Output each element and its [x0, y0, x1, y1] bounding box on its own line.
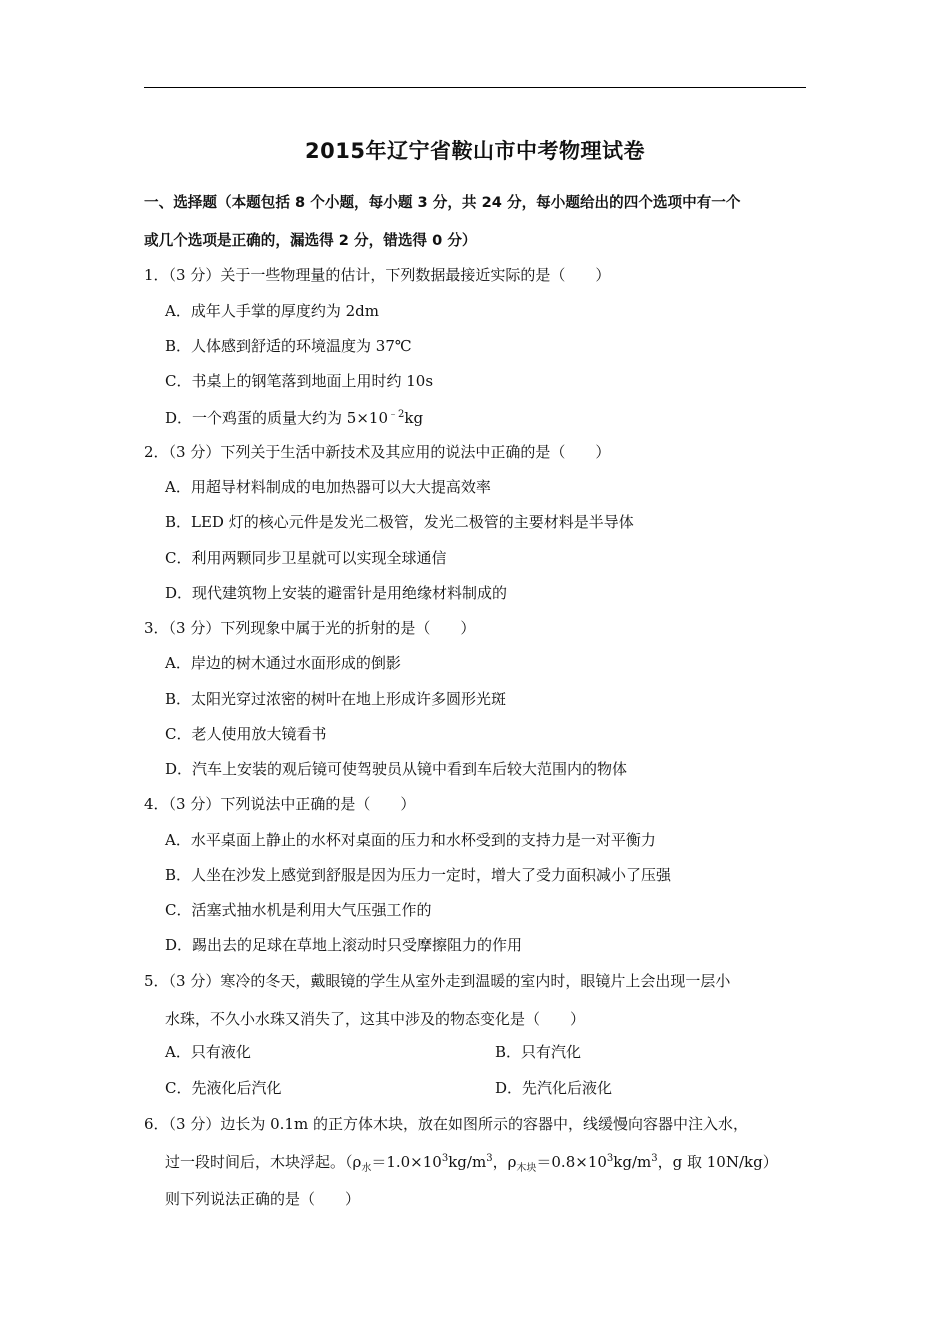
question-5-option-c: C．先液化后汽化 [165, 1079, 282, 1097]
text: ，g 取 10N/kg） [657, 1153, 778, 1171]
text: ，ρ [492, 1153, 517, 1171]
text: kg/m [448, 1153, 487, 1171]
question-3-option-a: A．岸边的树木通过水面形成的倒影 [165, 654, 401, 672]
question-3-stem: 3．（3 分）下列现象中属于光的折射的是（ ） [144, 619, 476, 637]
question-5-option-a: A．只有液化 [165, 1043, 251, 1061]
unit-text: kg [404, 409, 424, 427]
question-1-option-d [165, 405, 423, 428]
question-5-option-d: D．先汽化后液化 [495, 1079, 613, 1097]
text: 过一段时间后，木块浮起。（ρ [165, 1153, 362, 1171]
question-4-option-d: D．踢出去的足球在草地上滚动时只受摩擦阻力的作用 [165, 936, 523, 954]
subscript-wood: 木块 [516, 1163, 537, 1174]
question-4-option-b: B．人坐在沙发上感觉到舒服是因为压力一定时，增大了受力面积减小了压强 [165, 866, 672, 884]
question-3-option-c: C．老人使用放大镜看书 [165, 725, 327, 743]
question-2-option-b: B．LED 灯的核心元件是发光二极管，发光二极管的主要材料是半导体 [165, 513, 634, 531]
section-heading-line-1: 一、选择题（本题包括 8 个小题，每小题 3 分，共 24 分，每小题给出的四个选项中有一个 [144, 194, 741, 211]
text: ＝0.8×10 [536, 1153, 607, 1171]
superscript: 3 [441, 1153, 449, 1164]
question-1-option-d-text: D．一个鸡蛋的质量大约为 5×10 [165, 409, 388, 427]
text: kg/m [613, 1153, 652, 1171]
superscript: 3 [606, 1153, 614, 1164]
question-1-option-a: A．成年人手掌的厚度约为 2dm [165, 302, 379, 320]
question-6-stem-line-1: 6．（3 分）边长为 0.1m 的正方体木块，放在如图所示的容器中，线缓慢向容器中注入水， [144, 1115, 748, 1133]
subscript-water: 水 [361, 1163, 372, 1174]
superscript: 3 [486, 1153, 493, 1164]
superscript: 3 [651, 1153, 658, 1164]
question-5-stem-line-2: 水珠，不久小水珠又消失了，这其中涉及的物态变化是（ ） [165, 1010, 586, 1028]
question-2-option-a: A．用超导材料制成的电加热器可以大大提高效率 [165, 478, 491, 496]
question-6-stem-line-3: 则下列说法正确的是（ ） [165, 1190, 361, 1208]
question-2-option-c: C．利用两颗同步卫星就可以实现全球通信 [165, 549, 447, 567]
question-4-stem: 4．（3 分）下列说法中正确的是（ ） [144, 795, 416, 813]
page-title: 2015年辽宁省鞍山市中考物理试卷 [305, 139, 645, 163]
question-4-option-c: C．活塞式抽水机是利用大气压强工作的 [165, 901, 432, 919]
question-5-stem-line-1: 5．（3 分）寒冷的冬天，戴眼镜的学生从室外走到温暖的室内时，眼镜片上会出现一层小 [144, 972, 731, 990]
question-1-option-b: B．人体感到舒适的环境温度为 37℃ [165, 337, 412, 355]
question-3-option-d: D．汽车上安装的观后镜可使驾驶员从镜中看到车后较大范围内的物体 [165, 760, 628, 778]
exponent: ﹣2 [388, 409, 405, 420]
question-4-option-a: A．水平桌面上静止的水杯对桌面的压力和水杯受到的支持力是一对平衡力 [165, 831, 656, 849]
question-3-option-b: B．太阳光穿过浓密的树叶在地上形成许多圆形光斑 [165, 690, 507, 708]
question-2-stem: 2．（3 分）下列关于生活中新技术及其应用的说法中正确的是（ ） [144, 443, 611, 461]
question-6-stem-line-2 [165, 1151, 778, 1174]
question-5-option-b: B．只有汽化 [495, 1043, 582, 1061]
text: ＝1.0×10 [371, 1153, 442, 1171]
section-heading-line-2: 或几个选项是正确的，漏选得 2 分，错选得 0 分） [144, 232, 477, 249]
question-1-stem: 1．（3 分）关于一些物理量的估计，下列数据最接近实际的是（ ） [144, 266, 611, 284]
question-2-option-d: D．现代建筑物上安装的避雷针是用绝缘材料制成的 [165, 584, 508, 602]
header-rule [144, 87, 806, 88]
question-1-option-c: C．书桌上的钢笔落到地面上用时约 10s [165, 372, 434, 390]
